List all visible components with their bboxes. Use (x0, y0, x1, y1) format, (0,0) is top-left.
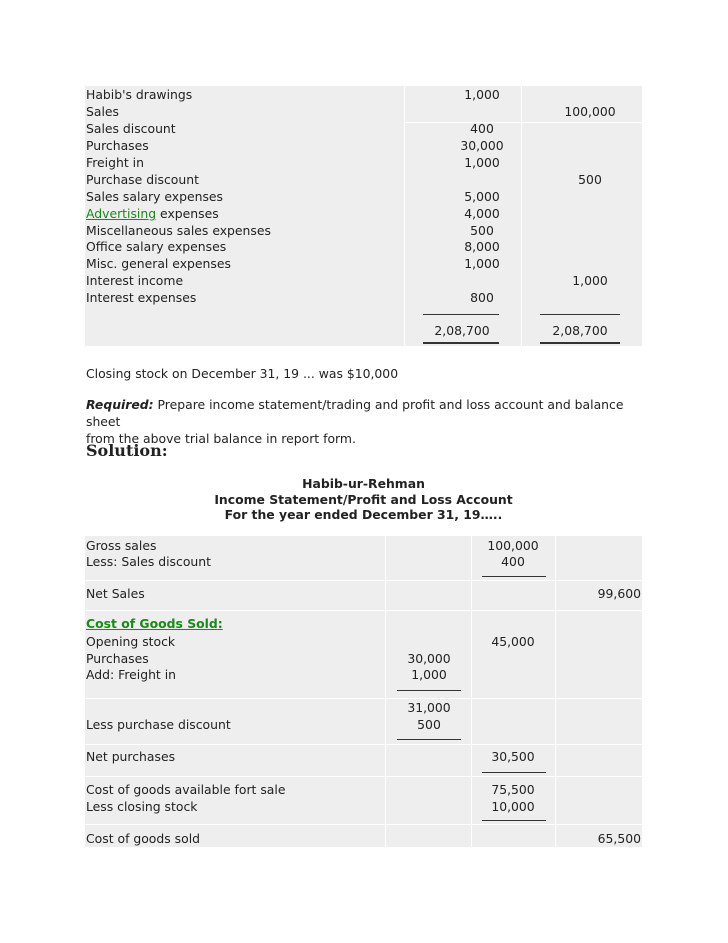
debit-value: 1,000 (464, 87, 500, 102)
trial-balance-table (85, 86, 642, 346)
debit-value: 400 (470, 121, 494, 136)
table-row (85, 290, 642, 307)
table-row (85, 206, 642, 223)
required-text-line1: Prepare income statement/trading and profit and loss account and balance sheet (86, 397, 624, 429)
table-row (85, 256, 642, 273)
credit-value: 1,000 (572, 273, 608, 288)
required-label: Required: (86, 397, 154, 412)
sales-discount-value: 400 (501, 554, 525, 569)
underline (397, 690, 461, 691)
advertising-link[interactable]: Advertising (86, 206, 157, 221)
underline (482, 576, 546, 577)
column-divider (385, 536, 386, 847)
debit-value: 30,000 (460, 138, 504, 153)
cogs-heading-text: Cost of Goods Sold (86, 616, 218, 631)
required-paragraph (86, 396, 646, 447)
underline (482, 820, 546, 821)
opening-stock-label: Opening stock (86, 634, 176, 649)
net-sales-label: Net Sales (86, 586, 145, 601)
net-sales-value: 99,600 (597, 586, 641, 601)
solution-heading: Solution: (86, 441, 168, 460)
gross-sales-value: 100,000 (487, 538, 539, 553)
debit-value: 8,000 (464, 239, 500, 254)
credit-value: 500 (578, 172, 602, 187)
underline (540, 314, 620, 315)
column-divider (555, 536, 556, 847)
table-row (85, 155, 642, 172)
debit-value: 4,000 (464, 206, 500, 221)
row-label: Interest expenses (86, 290, 197, 305)
debit-value: 1,000 (464, 155, 500, 170)
purchases-label: Purchases (86, 651, 149, 666)
table-row (85, 87, 642, 104)
available-label: Cost of goods available fort sale (86, 782, 286, 797)
purchases-value: 30,000 (407, 651, 451, 666)
closing-stock-value: 10,000 (491, 799, 535, 814)
row-label: Office salary expenses (86, 239, 227, 254)
closing-stock-label: Less closing stock (86, 799, 198, 814)
row-label: Sales (86, 104, 119, 119)
double-underline (423, 342, 499, 344)
row-label: Interest income (86, 273, 184, 288)
net-purchases-label: Net purchases (86, 749, 176, 764)
company-name: Habib-ur-Rehman (302, 476, 425, 491)
row-label: Sales salary expenses (86, 189, 223, 204)
total-credit: 2,08,700 (552, 323, 608, 338)
available-value: 75,500 (491, 782, 535, 797)
debit-value: 800 (470, 290, 494, 305)
row-label: Miscellaneous sales expenses (86, 223, 271, 238)
statement-title: Income Statement/Profit and Loss Account (214, 492, 513, 507)
opening-stock-value: 45,000 (491, 634, 535, 649)
sales-discount-label: Less: Sales discount (86, 554, 211, 569)
net-purchases-value: 30,500 (491, 749, 535, 764)
underline (482, 772, 546, 773)
row-divider (85, 824, 642, 825)
closing-stock-note: Closing stock on December 31, 19 ... was $10,000 (86, 366, 399, 381)
income-statement-table (85, 536, 642, 847)
row-label (86, 206, 219, 221)
gross-sales-label: Gross sales (86, 538, 157, 553)
table-row (85, 223, 642, 240)
total-row (85, 323, 642, 340)
table-row (85, 138, 642, 155)
debit-value: 5,000 (464, 189, 500, 204)
table-row (85, 189, 642, 206)
cogs-heading (86, 616, 223, 631)
row-label: Purchase discount (86, 172, 199, 187)
total-debit: 2,08,700 (434, 323, 490, 338)
row-label: Misc. general expenses (86, 256, 231, 271)
row-divider (85, 744, 642, 745)
table-row (85, 172, 642, 189)
row-label: Purchases (86, 138, 149, 153)
table-row (85, 239, 642, 256)
cogs-value: 65,500 (597, 831, 641, 846)
freight-in-label: Add: Freight in (86, 667, 177, 682)
required-text-line2: from the above trial balance in report form. (86, 431, 356, 446)
row-label: Habib's drawings (86, 87, 193, 102)
table-row (85, 121, 642, 138)
row-label: Freight in (86, 155, 144, 170)
underline (397, 739, 461, 740)
table-row (85, 104, 642, 121)
double-underline (540, 342, 620, 344)
cogs-label: Cost of goods sold (86, 831, 200, 846)
debit-value: 1,000 (464, 256, 500, 271)
subtotal-value: 31,000 (407, 700, 451, 715)
statement-period: For the year ended December 31, 19….. (224, 507, 503, 522)
cogs-heading-colon: : (217, 616, 223, 631)
row-divider (85, 610, 642, 611)
row-label-rest: expenses (156, 206, 219, 221)
row-divider (85, 580, 642, 581)
purchase-discount-label: Less purchase discount (86, 717, 231, 732)
row-label: Sales discount (86, 121, 176, 136)
purchase-discount-value: 500 (417, 717, 441, 732)
underline (423, 314, 499, 315)
row-divider (85, 698, 642, 699)
debit-value: 500 (470, 223, 494, 238)
freight-in-value: 1,000 (411, 667, 447, 682)
table-row (85, 273, 642, 290)
row-divider (85, 776, 642, 777)
credit-value: 100,000 (564, 104, 616, 119)
